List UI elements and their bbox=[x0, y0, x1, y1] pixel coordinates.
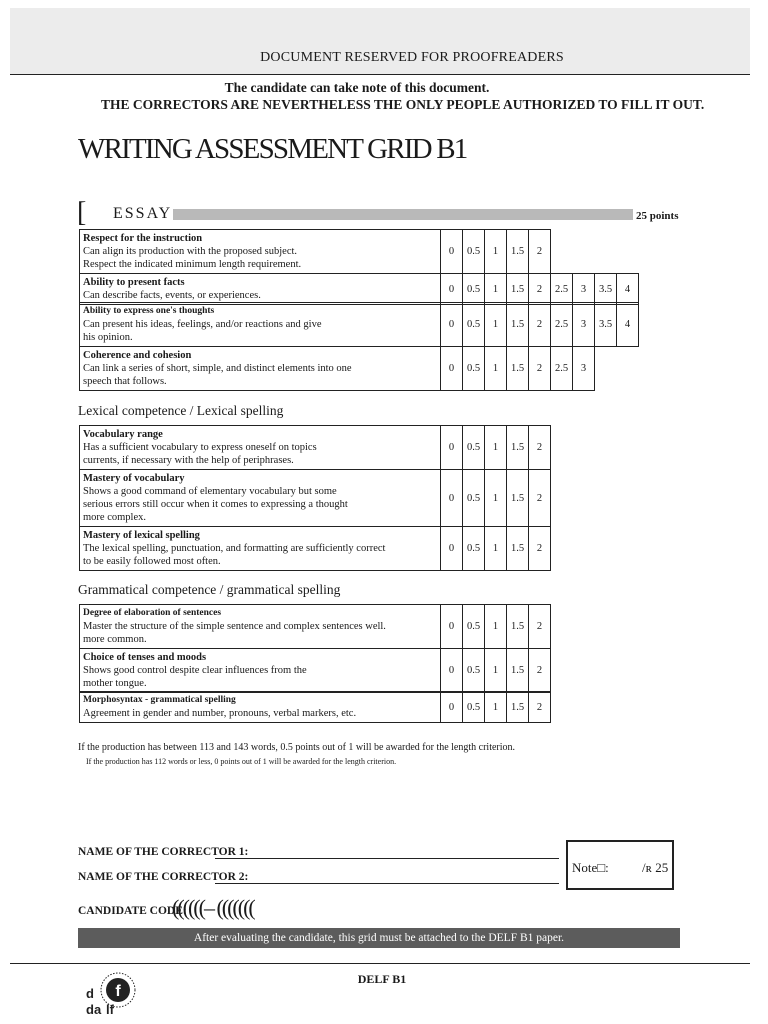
essay-criteria-table-4 bbox=[79, 346, 595, 391]
page-title: WRITING ASSESSMENT GRID B1 bbox=[78, 133, 467, 165]
grammatical-criterion-3-score-1.5[interactable]: 1.5 bbox=[507, 692, 529, 723]
note-box[interactable] bbox=[566, 840, 674, 890]
grammatical-criterion-1-score-0.5[interactable]: 0.5 bbox=[463, 605, 485, 649]
lexical-criterion-1-score-2[interactable]: 2 bbox=[529, 426, 551, 470]
essay-criterion-2-score-0.5[interactable]: 0.5 bbox=[463, 274, 485, 305]
essay-label: ESSAY bbox=[113, 205, 173, 222]
essay-criterion-1-score-2[interactable]: 2 bbox=[529, 230, 551, 274]
essay-criterion-3-line: Can present his ideas, feelings, and/or reactions and give bbox=[83, 319, 322, 330]
lexical-criterion-2-line: Shows a good command of elementary vocabulary but some bbox=[83, 486, 337, 497]
length-footnote-1: If the production has between 113 and 143 words, 0.5 points out of 1 will be awarded for the length criterion. bbox=[78, 742, 516, 753]
grammatical-criterion-3-score-0.5[interactable]: 0.5 bbox=[463, 692, 485, 723]
essay-criterion-3-score-3.5[interactable]: 3.5 bbox=[595, 303, 617, 347]
grammatical-criterion-2-line: mother tongue. bbox=[83, 678, 147, 689]
lexical-criterion-3-line: The lexical spelling, punctuation, and formatting are sufficiently correct bbox=[83, 543, 386, 554]
corrector-2-field[interactable] bbox=[215, 883, 559, 884]
ciep-logo-icon bbox=[84, 968, 140, 1016]
lexical-criterion-3-score-2[interactable]: 2 bbox=[529, 527, 551, 571]
grammatical-table-2 bbox=[79, 648, 551, 693]
essay-criterion-3-title: Ability to express one's thoughts bbox=[83, 306, 215, 316]
grammatical-criterion-1-row bbox=[80, 605, 551, 649]
grammatical-criterion-3-row bbox=[80, 692, 551, 723]
essay-criterion-3-score-1[interactable]: 1 bbox=[485, 303, 507, 347]
lexical-criterion-2-description bbox=[80, 470, 441, 527]
grammatical-criterion-2-row bbox=[80, 649, 551, 693]
grammatical-criterion-2-score-2[interactable]: 2 bbox=[529, 649, 551, 693]
svg-text:lf: lf bbox=[106, 1002, 114, 1016]
note-label: Note□: bbox=[572, 860, 609, 875]
lexical-table-1 bbox=[79, 425, 551, 470]
essay-criteria-table-2 bbox=[79, 273, 639, 305]
lexical-criterion-1-row bbox=[80, 426, 551, 470]
lexical-criterion-1-score-0.5[interactable]: 0.5 bbox=[463, 426, 485, 470]
grammatical-criterion-1-score-0[interactable]: 0 bbox=[441, 605, 463, 649]
essay-criterion-1-score-0[interactable]: 0 bbox=[441, 230, 463, 274]
lexical-heading: Lexical competence / Lexical spelling bbox=[78, 403, 284, 418]
grammatical-criterion-3-score-1[interactable]: 1 bbox=[485, 692, 507, 723]
grammatical-criterion-1-title: Degree of elaboration of sentences bbox=[83, 608, 222, 618]
corrector-1-field[interactable] bbox=[215, 858, 559, 859]
lexical-criterion-1-line: currents, if necessary with the help of periphrases. bbox=[83, 455, 294, 466]
svg-text:da: da bbox=[86, 1002, 102, 1016]
essay-criterion-4-score-0[interactable]: 0 bbox=[441, 347, 463, 391]
candidate-code-label: CANDIDATE CODE: bbox=[78, 905, 187, 917]
essay-criterion-1-row bbox=[80, 230, 551, 274]
essay-bar bbox=[173, 209, 633, 220]
essay-criterion-3-score-2[interactable]: 2 bbox=[529, 303, 551, 347]
essay-criterion-3-score-2.5[interactable]: 2.5 bbox=[551, 303, 573, 347]
reserved-heading: DOCUMENT RESERVED FOR PROOFREADERS bbox=[260, 50, 564, 65]
length-footnote-2: If the production has 112 words or less, 0 points out of 1 will be awarded for the length criterion. bbox=[86, 757, 397, 766]
grammatical-criterion-1-score-1.5[interactable]: 1.5 bbox=[507, 605, 529, 649]
grammatical-table-1 bbox=[79, 604, 551, 649]
grammatical-criterion-1-score-2[interactable]: 2 bbox=[529, 605, 551, 649]
candidate-note: The candidate can take note of this document. bbox=[224, 80, 490, 95]
lexical-table-3 bbox=[79, 526, 551, 571]
grammatical-criterion-3-title: Morphosyntax - grammatical spelling bbox=[83, 695, 236, 705]
essay-criterion-2-score-2.5[interactable]: 2.5 bbox=[551, 274, 573, 305]
lexical-criterion-2-score-0.5[interactable]: 0.5 bbox=[463, 470, 485, 527]
essay-criterion-2-score-3.5[interactable]: 3.5 bbox=[595, 274, 617, 305]
grammatical-heading: Grammatical competence / grammatical spelling bbox=[78, 582, 341, 597]
lexical-criterion-3-score-0[interactable]: 0 bbox=[441, 527, 463, 571]
lexical-criterion-1-score-1.5[interactable]: 1.5 bbox=[507, 426, 529, 470]
essay-criterion-4-line: Can link a series of short, simple, and distinct elements into one bbox=[83, 363, 352, 374]
attach-banner: After evaluating the candidate, this grid must be attached to the DELF B1 paper. bbox=[78, 928, 680, 948]
essay-criterion-1-description bbox=[80, 230, 441, 274]
essay-criterion-1-line: Respect the indicated minimum length requirement. bbox=[83, 259, 302, 270]
lexical-criterion-3-score-0.5[interactable]: 0.5 bbox=[463, 527, 485, 571]
grammatical-criterion-3-line: Agreement in gender and number, pronouns, verbal markers, etc. bbox=[83, 708, 357, 719]
lexical-criterion-1-description bbox=[80, 426, 441, 470]
lexical-criterion-3-title: Mastery of lexical spelling bbox=[83, 530, 200, 541]
lexical-criterion-2-score-1.5[interactable]: 1.5 bbox=[507, 470, 529, 527]
lexical-criterion-1-score-1[interactable]: 1 bbox=[485, 426, 507, 470]
lexical-criterion-3-score-1[interactable]: 1 bbox=[485, 527, 507, 571]
grammatical-criterion-1-description bbox=[80, 605, 441, 649]
grammatical-criterion-2-title: Choice of tenses and moods bbox=[83, 652, 207, 663]
essay-criterion-1-score-0.5[interactable]: 0.5 bbox=[463, 230, 485, 274]
essay-criterion-4-title: Coherence and cohesion bbox=[83, 350, 192, 361]
grammatical-criterion-1-score-1[interactable]: 1 bbox=[485, 605, 507, 649]
essay-points: 25 points bbox=[636, 210, 679, 222]
lexical-criterion-3-row bbox=[80, 527, 551, 571]
essay-criterion-2-score-1.5[interactable]: 1.5 bbox=[507, 274, 529, 305]
essay-criterion-1-line: Can align its production with the proposed subject. bbox=[83, 246, 298, 257]
footer-rule bbox=[10, 963, 750, 964]
essay-criterion-4-score-0.5[interactable]: 0.5 bbox=[463, 347, 485, 391]
grammatical-criterion-3-score-0[interactable]: 0 bbox=[441, 692, 463, 723]
essay-criterion-3-line: his opinion. bbox=[83, 332, 133, 343]
lexical-criterion-2-score-1[interactable]: 1 bbox=[485, 470, 507, 527]
lexical-criterion-1-title: Vocabulary range bbox=[83, 429, 163, 440]
essay-criterion-1-title: Respect for the instruction bbox=[83, 233, 203, 244]
grammatical-criterion-2-score-1.5[interactable]: 1.5 bbox=[507, 649, 529, 693]
lexical-criterion-1-score-0[interactable]: 0 bbox=[441, 426, 463, 470]
grammatical-criterion-3-description bbox=[80, 692, 441, 723]
candidate-code-field[interactable]: ((((((– ((((((( bbox=[172, 895, 254, 920]
lexical-criterion-2-line: more complex. bbox=[83, 512, 146, 523]
grammatical-criterion-1-line: Master the structure of the simple sentence and complex sentences well. bbox=[83, 621, 386, 632]
essay-criterion-4-score-3[interactable]: 3 bbox=[573, 347, 595, 391]
essay-criterion-4-score-2[interactable]: 2 bbox=[529, 347, 551, 391]
essay-bracket: [ bbox=[77, 197, 87, 228]
essay-criterion-2-score-0[interactable]: 0 bbox=[441, 274, 463, 305]
essay-criterion-3-score-1.5[interactable]: 1.5 bbox=[507, 303, 529, 347]
essay-criterion-3-score-3[interactable]: 3 bbox=[573, 303, 595, 347]
lexical-criterion-2-line: serious errors still occur when it comes to expressing a thought bbox=[83, 499, 348, 510]
essay-criterion-4-score-2.5[interactable]: 2.5 bbox=[551, 347, 573, 391]
essay-criterion-4-score-1[interactable]: 1 bbox=[485, 347, 507, 391]
lexical-criterion-1-line: Has a sufficient vocabulary to express oneself on topics bbox=[83, 442, 317, 453]
essay-criterion-4-description bbox=[80, 347, 441, 391]
essay-criterion-1-score-1[interactable]: 1 bbox=[485, 230, 507, 274]
grammatical-criterion-2-score-0.5[interactable]: 0.5 bbox=[463, 649, 485, 693]
lexical-criterion-2-score-0[interactable]: 0 bbox=[441, 470, 463, 527]
grammatical-criterion-2-line: Shows good control despite clear influences from the bbox=[83, 665, 307, 676]
svg-text:f: f bbox=[115, 983, 121, 1000]
essay-criterion-4-line: speech that follows. bbox=[83, 376, 167, 387]
essay-criterion-4-score-1.5[interactable]: 1.5 bbox=[507, 347, 529, 391]
essay-criterion-2-score-3[interactable]: 3 bbox=[573, 274, 595, 305]
essay-criterion-2-row bbox=[80, 274, 639, 305]
corrector-2-label: NAME OF THE CORRECTOR 2: bbox=[78, 871, 249, 883]
essay-criteria-table-3 bbox=[79, 302, 639, 347]
lexical-table-2 bbox=[79, 469, 551, 527]
essay-criterion-3-score-4[interactable]: 4 bbox=[617, 303, 639, 347]
correctors-note: THE CORRECTORS ARE NEVERTHELESS THE ONLY PEOPLE AUTHORIZED TO FILL IT OUT. bbox=[101, 97, 705, 112]
essay-criterion-4-row bbox=[80, 347, 595, 391]
essay-criterion-2-line: Can describe facts, events, or experiences. bbox=[83, 290, 261, 301]
exam-label: DELF B1 bbox=[357, 972, 407, 986]
note-score: /ʀ 25 bbox=[642, 860, 669, 875]
grammatical-criterion-2-description bbox=[80, 649, 441, 693]
essay-criterion-2-score-4[interactable]: 4 bbox=[617, 274, 639, 305]
essay-criterion-2-score-1[interactable]: 1 bbox=[485, 274, 507, 305]
essay-criterion-3-score-0.5[interactable]: 0.5 bbox=[463, 303, 485, 347]
grammatical-criterion-1-line: more common. bbox=[83, 634, 147, 645]
grammatical-criterion-2-score-1[interactable]: 1 bbox=[485, 649, 507, 693]
essay-criterion-3-description bbox=[80, 303, 441, 347]
essay-criterion-1-score-1.5[interactable]: 1.5 bbox=[507, 230, 529, 274]
essay-criterion-3-score-0[interactable]: 0 bbox=[441, 303, 463, 347]
grammatical-table-3 bbox=[79, 691, 551, 723]
lexical-criterion-2-title: Mastery of vocabulary bbox=[83, 473, 185, 484]
essay-criterion-2-description bbox=[80, 274, 441, 305]
essay-criterion-3-row bbox=[80, 303, 639, 347]
lexical-criterion-3-line: to be easily followed most often. bbox=[83, 556, 221, 567]
essay-criterion-2-title: Ability to present facts bbox=[83, 277, 185, 288]
svg-text:d: d bbox=[86, 986, 94, 1001]
lexical-criterion-2-score-2[interactable]: 2 bbox=[529, 470, 551, 527]
grammatical-criterion-2-score-0[interactable]: 0 bbox=[441, 649, 463, 693]
lexical-criterion-3-description bbox=[80, 527, 441, 571]
essay-criterion-2-score-2[interactable]: 2 bbox=[529, 274, 551, 305]
essay-criteria-table bbox=[79, 229, 551, 274]
grammatical-criterion-3-score-2[interactable]: 2 bbox=[529, 692, 551, 723]
lexical-criterion-2-row bbox=[80, 470, 551, 527]
corrector-1-label: NAME OF THE CORRECTOR 1: bbox=[78, 846, 249, 858]
lexical-criterion-3-score-1.5[interactable]: 1.5 bbox=[507, 527, 529, 571]
